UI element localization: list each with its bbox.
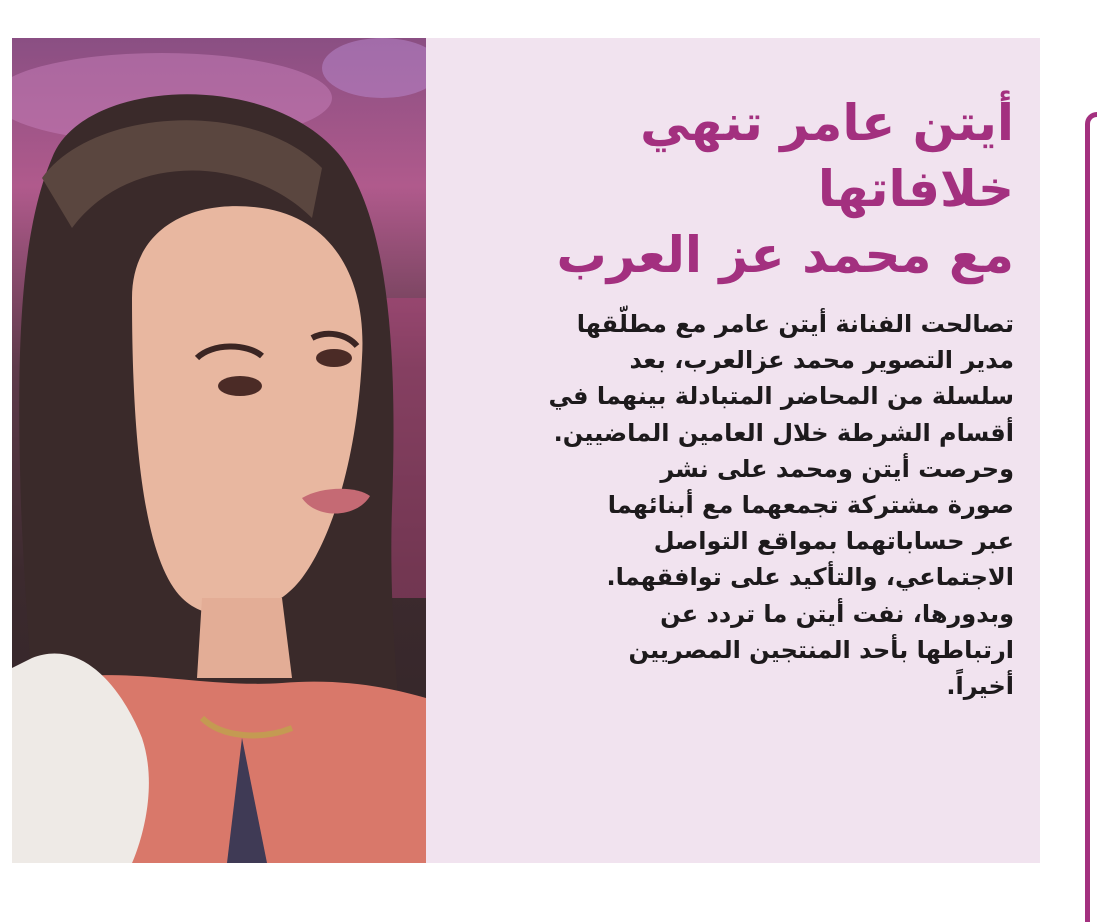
article-content (426, 38, 1040, 863)
headline-line-1: أيتن عامر تنهي خلافاتها (640, 94, 1014, 218)
article-panel (12, 38, 1040, 863)
body-line: مدير التصوير محمد عزالعرب، بعد (629, 346, 1014, 375)
headline (454, 90, 1014, 288)
headline-line-2: مع محمد عز العرب (556, 226, 1014, 284)
body-line: تصالحت الفنانة أيتن عامر مع مطلّقها (576, 310, 1014, 338)
accent-rule (1085, 112, 1097, 922)
article-body (454, 306, 1014, 704)
body-line: أخيراً. (946, 672, 1014, 701)
body-line: ارتباطها بأحد المنتجين المصريين (628, 635, 1014, 664)
portrait-photo (12, 38, 426, 863)
body-line: سلسلة من المحاضر المتبادلة بينهما في (548, 382, 1014, 411)
body-line: وبدورها، نفت أيتن ما تردد عن (660, 599, 1014, 628)
body-line: عبر حساباتهما بمواقع التواصل (653, 527, 1014, 556)
body-line: الاجتماعي، والتأكيد على توافقهما. (606, 563, 1014, 592)
body-line: صورة مشتركة تجمعهما مع أبنائهما (607, 491, 1014, 520)
body-line: أقسام الشرطة خلال العامين الماضيين. (553, 418, 1014, 447)
body-line: وحرصت أيتن ومحمد على نشر (660, 454, 1014, 483)
portrait-illustration (12, 38, 426, 863)
